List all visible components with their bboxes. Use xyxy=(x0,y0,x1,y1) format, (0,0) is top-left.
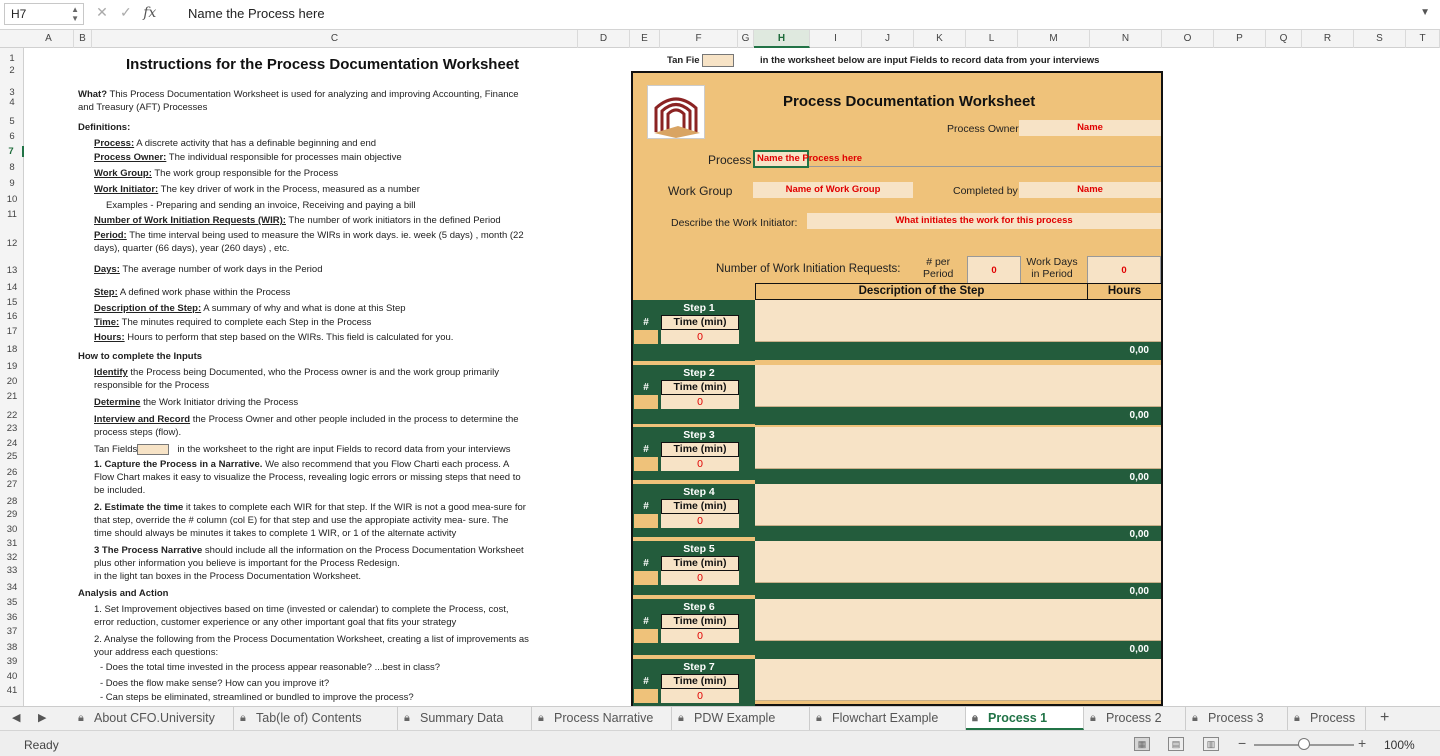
row-header-4[interactable]: 4 xyxy=(9,97,15,108)
def-text: The work group responsible for the Process xyxy=(151,168,339,179)
step-description-input[interactable] xyxy=(755,365,1161,407)
lock-icon: 🔒︎ xyxy=(1192,712,1198,724)
step-hours-total: 0,00 xyxy=(755,342,1161,360)
analysis-2-line-2: your address each questions: xyxy=(94,647,219,658)
per-period-label-1: # per xyxy=(926,256,951,268)
step-hours-total: 0,00 xyxy=(755,526,1161,544)
row-header-25[interactable]: 25 xyxy=(6,451,18,462)
capture-line-2: Flow Chart makes it easy to visualize the Process, revealing logic errors or missing steps that need to xyxy=(94,472,521,483)
row-header-20[interactable]: 20 xyxy=(6,376,18,387)
def-term: Number of Work Initiation Requests (WIR): xyxy=(94,215,286,226)
step-block xyxy=(633,599,1161,655)
zoom-level[interactable]: 100% xyxy=(1384,738,1415,752)
step-description-input[interactable] xyxy=(755,484,1161,526)
def-text: A defined work phase within the Process xyxy=(117,287,291,298)
step-hash-input[interactable] xyxy=(634,330,658,344)
tab-label: Process 2 xyxy=(1106,711,1162,725)
row-header-17[interactable]: 17 xyxy=(6,326,18,337)
row-header-38[interactable]: 38 xyxy=(6,642,18,653)
zoom-slider-thumb[interactable] xyxy=(1298,738,1310,750)
estimate-line-1 xyxy=(94,502,526,513)
insert-function-icon[interactable]: fx xyxy=(143,5,157,21)
row-header-12[interactable]: 12 xyxy=(6,238,18,249)
def-text: Hours to perform that step based on the WIRs. This field is calculated for you. xyxy=(124,332,454,343)
row-header-34[interactable]: 34 xyxy=(6,582,18,593)
column-header-d[interactable]: D xyxy=(578,30,630,48)
row-header-41[interactable]: 41 xyxy=(6,685,18,696)
column-header-i[interactable]: I xyxy=(810,30,862,48)
step-block xyxy=(633,659,1161,706)
step-description-input[interactable] xyxy=(755,300,1161,342)
step-description-input[interactable] xyxy=(755,541,1161,583)
identify-term: Identify xyxy=(94,367,128,378)
def-term: Work Initiator: xyxy=(94,184,159,195)
interview-text: the Process Owner and other people included in the process to determine the xyxy=(190,414,519,425)
step-hash-label: # xyxy=(634,316,658,330)
workgroup-input[interactable]: Name of Work Group xyxy=(753,182,913,198)
identify-line-2: responsible for the Process xyxy=(94,380,210,391)
tab-process-narrative[interactable] xyxy=(532,707,672,730)
what-label: What? xyxy=(78,89,108,100)
row-header-18[interactable]: 18 xyxy=(6,344,18,355)
completed-input[interactable]: Name xyxy=(1019,182,1161,198)
step-hash-input[interactable] xyxy=(634,571,658,585)
interview-term: Interview and Record xyxy=(94,414,191,425)
def-text: The number of work initiators in the defined Period xyxy=(285,215,501,226)
column-header-m[interactable]: M xyxy=(1018,30,1090,48)
tab-process-1[interactable] xyxy=(966,707,1084,730)
step-title: Step 5 xyxy=(683,543,715,555)
column-header-c[interactable]: C xyxy=(92,30,578,48)
workdays-label-1: Work Days xyxy=(1026,256,1078,268)
column-header-p[interactable]: P xyxy=(1214,30,1266,48)
lock-icon: 🔒︎ xyxy=(816,712,822,724)
row-header-35[interactable]: 35 xyxy=(6,597,18,608)
step-description-input[interactable] xyxy=(755,659,1161,701)
narrative-text: should include all the information on the Process Documentation Worksheet xyxy=(202,545,524,556)
def-text: The key driver of work in the Process, measured as a number xyxy=(158,184,420,195)
step-title: Step 4 xyxy=(683,486,715,498)
how-label: How to complete the Inputs xyxy=(78,351,203,362)
workdays-label xyxy=(1023,256,1081,280)
step-hours-total: 0,00 xyxy=(755,469,1161,487)
column-header-a[interactable]: A xyxy=(24,30,74,48)
step-time-input[interactable]: 0 xyxy=(661,514,739,528)
page-break-view-icon[interactable]: ▥ xyxy=(1203,737,1219,751)
step-hash-label: # xyxy=(634,443,658,457)
row-header-32[interactable]: 32 xyxy=(6,552,18,563)
def-term: Work Group: xyxy=(94,168,152,179)
zoom-in-button[interactable]: + xyxy=(1358,735,1367,751)
def-process xyxy=(94,138,376,149)
step-hours-total: 0,00 xyxy=(755,583,1161,601)
step-hash-label: # xyxy=(634,381,658,395)
name-box-value: H7 xyxy=(11,7,27,21)
tan-field-swatch xyxy=(137,444,169,455)
row-header-14[interactable]: 14 xyxy=(6,282,18,293)
estimate-line-3: time should always be minutes it takes to complete 1 WIR, or 1 of the alternate activity xyxy=(94,528,457,539)
step-block xyxy=(633,427,1161,483)
definitions-label: Definitions: xyxy=(78,122,131,133)
tab-scroll-right-icon[interactable]: ▶ xyxy=(38,712,47,724)
lock-icon: 🔒︎ xyxy=(78,712,84,724)
formula-input[interactable]: Name the Process here xyxy=(188,6,325,21)
what-text: This Process Documentation Worksheet is used for analyzing and improving Accounting, Finance xyxy=(109,89,519,100)
def-term: Days: xyxy=(94,264,120,275)
description-header: Description of the Step xyxy=(755,283,1087,300)
formula-bar xyxy=(0,0,1440,30)
row-header-10[interactable]: 10 xyxy=(6,194,18,205)
step-title: Step 2 xyxy=(683,367,715,379)
wir-label: Number of Work Initiation Requests: xyxy=(716,263,901,275)
instructions-title: Instructions for the Process Documentation Worksheet xyxy=(126,56,520,73)
lock-icon: 🔒︎ xyxy=(538,712,544,724)
step-time-header: Time (min) xyxy=(661,499,739,514)
row-header-8[interactable]: 8 xyxy=(9,162,15,173)
page-layout-view-icon[interactable]: ▤ xyxy=(1168,737,1184,751)
tab-process[interactable] xyxy=(1288,707,1366,730)
narrative-line-2: plus other information you believe is important for the Process Redesign. xyxy=(94,558,400,569)
def-term: Time: xyxy=(94,317,120,328)
row-header-29[interactable]: 29 xyxy=(6,509,18,520)
workdays-input[interactable]: 0 xyxy=(1087,256,1161,284)
column-header-j[interactable]: J xyxy=(862,30,914,48)
step-description-input[interactable] xyxy=(755,427,1161,469)
tab-scroll-left-icon[interactable]: ◀ xyxy=(12,712,21,724)
capture-line-1 xyxy=(94,459,509,470)
row-header-9[interactable]: 9 xyxy=(9,178,15,189)
step-hash-label: # xyxy=(634,500,658,514)
row-header-16[interactable]: 16 xyxy=(6,311,18,322)
step-hash-input[interactable] xyxy=(634,514,658,528)
step-time-input[interactable]: 0 xyxy=(661,689,739,703)
per-period-input[interactable]: 0 xyxy=(967,256,1021,284)
step-time-input[interactable]: 0 xyxy=(661,571,739,585)
step-time-header: Time (min) xyxy=(661,556,739,571)
step-block xyxy=(633,541,1161,595)
step-hours-total: 0,00 xyxy=(755,407,1161,425)
estimate-text: it takes to complete each WIR for that step. If the WIR is not a good mea-sure for xyxy=(183,502,526,513)
add-sheet-button[interactable]: + xyxy=(1380,709,1390,726)
step-time-input[interactable]: 0 xyxy=(661,629,739,643)
def-text: A summary of why and what is done at this Step xyxy=(201,303,406,314)
process-label: Process xyxy=(708,153,752,167)
analysis-2-line-1: 2. Analyse the following from the Process Documentation Worksheet, creating a list of improvements as xyxy=(94,634,529,645)
analysis-1-line-1: 1. Set Improvement objectives based on time (invested or calendar) to complete the Process, cost, xyxy=(94,604,509,615)
def-text: The minutes required to complete each Step in the Process xyxy=(119,317,372,328)
column-header-k[interactable]: K xyxy=(914,30,966,48)
per-period-label-2: Period xyxy=(923,268,954,280)
lock-icon: 🔒︎ xyxy=(678,712,684,724)
row-header-36[interactable]: 36 xyxy=(6,612,18,623)
column-header-o[interactable]: O xyxy=(1162,30,1214,48)
tab-pdw-example[interactable] xyxy=(672,707,810,730)
step-time-header: Time (min) xyxy=(661,614,739,629)
interview-line-2: process steps (flow). xyxy=(94,427,182,438)
step-hash-label: # xyxy=(634,675,658,689)
chevron-down-icon[interactable]: ▼ xyxy=(1420,7,1430,18)
row-header-21[interactable]: 21 xyxy=(6,391,18,402)
process-input-value: Name the Process here xyxy=(757,153,863,164)
name-box-stepper-icon[interactable]: ▲ ▼ xyxy=(71,5,79,23)
analysis-1-line-2: error reduction, customer experience or any other important goal that fits your strategy xyxy=(94,617,457,628)
row-header-19[interactable]: 19 xyxy=(6,361,18,372)
row-header-22[interactable]: 22 xyxy=(6,410,18,421)
tab-summary-data[interactable] xyxy=(398,707,532,730)
def-term: Step: xyxy=(94,287,118,298)
lock-icon: 🔒︎ xyxy=(240,712,246,724)
column-header-g[interactable]: G xyxy=(738,30,754,48)
def-text: The individual responsible for processes main objective xyxy=(166,152,402,163)
process-input[interactable] xyxy=(753,150,863,168)
row-header-30[interactable]: 30 xyxy=(6,524,18,535)
per-period-label xyxy=(923,256,953,280)
row-header-40[interactable]: 40 xyxy=(6,671,18,682)
row-header-3[interactable]: 3 xyxy=(9,87,15,98)
tan-fields-label: Tan Fields xyxy=(94,444,138,456)
step-hash-input[interactable] xyxy=(634,395,658,409)
tab-label: Process 1 xyxy=(988,711,1048,725)
lock-icon: 🔒︎ xyxy=(404,712,410,724)
column-header-r[interactable]: R xyxy=(1302,30,1354,48)
step-time-input[interactable]: 0 xyxy=(661,457,739,471)
initiator-label: Describe the Work Initiator: xyxy=(671,217,798,229)
capture-line-3: be included. xyxy=(94,485,146,496)
analysis-label: Analysis and Action xyxy=(78,588,169,599)
tab-process-3[interactable] xyxy=(1186,707,1288,730)
estimate-line-2: that step, override the # column (col E) for that step and use the appropiate activity mea- sure. The xyxy=(94,515,509,526)
column-header-q[interactable]: Q xyxy=(1266,30,1302,48)
step-hash-label: # xyxy=(634,557,658,571)
step-block xyxy=(633,365,1161,424)
tan-field-label: Tan Fie xyxy=(667,55,700,66)
determine-term: Determine xyxy=(94,397,141,408)
step-time-header: Time (min) xyxy=(661,674,739,689)
column-header-n[interactable]: N xyxy=(1090,30,1162,48)
step-title: Step 3 xyxy=(683,429,715,441)
determine-line xyxy=(94,397,298,408)
tab-label: Process Narrative xyxy=(554,711,654,725)
what-line-1 xyxy=(78,89,519,100)
def-process-owner xyxy=(94,152,402,163)
column-header-e[interactable]: E xyxy=(630,30,660,48)
row-header-13[interactable]: 13 xyxy=(6,265,18,276)
def-work-group xyxy=(94,168,338,179)
tab-label: About CFO.University xyxy=(94,711,215,725)
row-header-37[interactable]: 37 xyxy=(6,626,18,637)
question-1: - Does the total time invested in the process appear reasonable? ...best in class? xyxy=(100,662,441,673)
row-header-31[interactable]: 31 xyxy=(6,538,18,549)
row-header-6[interactable]: 6 xyxy=(9,131,15,142)
hours-header: Hours xyxy=(1087,283,1161,300)
row-header-1[interactable]: 1 xyxy=(9,53,15,64)
question-2: - Does the flow make sense? How can you improve it? xyxy=(100,678,330,689)
zoom-out-button[interactable]: − xyxy=(1238,735,1247,751)
row-header-27[interactable]: 27 xyxy=(6,479,18,490)
def-term: Process Owner: xyxy=(94,152,167,163)
step-time-header: Time (min) xyxy=(661,380,739,395)
step-hash-label: # xyxy=(634,615,658,629)
def-period-line-2: days), quarter (66 days), year (260 days) , etc. xyxy=(94,243,290,254)
def-term: Description of the Step: xyxy=(94,303,202,314)
def-hours xyxy=(94,332,453,343)
narrative-line-1 xyxy=(94,545,524,556)
column-header-l[interactable]: L xyxy=(966,30,1018,48)
lock-icon: 🔒︎ xyxy=(972,712,978,724)
status-bar xyxy=(0,730,1440,756)
step-block xyxy=(633,300,1161,361)
name-box[interactable] xyxy=(4,3,84,25)
def-time xyxy=(94,317,371,328)
def-text: The time interval being used to measure the WIRs in work days. ie. week (5 days) , month (22 xyxy=(126,230,524,241)
def-period xyxy=(94,230,524,241)
interview-line-1 xyxy=(94,414,519,425)
step-title: Step 6 xyxy=(683,601,715,613)
column-header-h[interactable]: H xyxy=(754,30,810,48)
row-header-11[interactable]: 11 xyxy=(7,209,17,220)
process-documentation-worksheet xyxy=(631,71,1163,706)
cancel-icon[interactable]: ✕ xyxy=(96,4,108,20)
workdays-label-2: in Period xyxy=(1031,268,1073,280)
narrative-line-3: in the light tan boxes in the Process Documentation Worksheet. xyxy=(94,571,362,582)
step-description-input[interactable] xyxy=(755,599,1161,641)
step-title: Step 1 xyxy=(683,302,715,314)
row-header xyxy=(0,48,24,706)
top-hint: in the worksheet below are input Fields to record data from your interviews xyxy=(760,55,1100,66)
row-header-28[interactable]: 28 xyxy=(6,496,18,507)
tab-label: Process xyxy=(1310,711,1356,725)
arch-logo-icon xyxy=(647,85,705,139)
what-line-2: and Treasury (AFT) Processes xyxy=(78,102,208,113)
step-title: Step 7 xyxy=(683,661,715,673)
step-time-header: Time (min) xyxy=(661,442,739,457)
row-header-24[interactable]: 24 xyxy=(6,438,18,449)
determine-text: the Work Initiator driving the Process xyxy=(140,397,299,408)
owner-label: Process Owner xyxy=(947,123,1019,135)
initiator-input[interactable]: What initiates the work for this process xyxy=(807,213,1161,229)
step-hash-input[interactable] xyxy=(634,457,658,471)
workgroup-label: Work Group xyxy=(668,184,733,198)
capture-text: We also recommend that you Flow Charti each process. A xyxy=(262,459,510,470)
status-text: Ready xyxy=(24,738,59,752)
question-3: - Can steps be eliminated, streamlined or bundled to improve the process? xyxy=(100,692,414,703)
step-hours-total: 0,00 xyxy=(755,641,1161,659)
row-header-7[interactable]: 7 xyxy=(0,146,24,157)
step-time-header: Time (min) xyxy=(661,315,739,330)
tab-label: Process 3 xyxy=(1208,711,1264,725)
estimate-bold: 2. Estimate the time xyxy=(94,502,184,513)
row-header-23[interactable]: 23 xyxy=(6,423,18,434)
step-hash-input[interactable] xyxy=(634,689,658,703)
row-header-26[interactable]: 26 xyxy=(6,467,18,478)
row-header-39[interactable]: 39 xyxy=(6,656,18,667)
lock-icon: 🔒︎ xyxy=(1294,712,1300,724)
column-header-t[interactable]: T xyxy=(1406,30,1440,48)
row-header-5[interactable]: 5 xyxy=(9,116,15,127)
tab-label: Tab(le of) Contents xyxy=(256,711,362,725)
def-examples: Examples - Preparing and sending an invoice, Receiving and paying a bill xyxy=(106,200,416,211)
narrative-bold: 3 The Process Narrative xyxy=(94,545,203,556)
def-term: Period: xyxy=(94,230,127,241)
tan-fields-line xyxy=(94,444,511,455)
tab-label: Summary Data xyxy=(420,711,504,725)
sheet-tab-bar xyxy=(0,706,1440,730)
def-days xyxy=(94,264,322,275)
tab-label: PDW Example xyxy=(694,711,776,725)
normal-view-icon[interactable]: ▦ xyxy=(1134,737,1150,751)
step-time-input[interactable]: 0 xyxy=(661,330,739,344)
identify-line-1 xyxy=(94,367,499,378)
sheet-grid[interactable] xyxy=(24,48,1440,706)
tan-fields-text: in the worksheet to the right are input Fields to record data from your interviews xyxy=(177,444,511,456)
step-time-input[interactable]: 0 xyxy=(661,395,739,409)
capture-bold: 1. Capture the Process in a Narrative. xyxy=(94,459,263,470)
enter-icon[interactable]: ✓ xyxy=(120,4,132,20)
tan-field-swatch-top xyxy=(702,54,734,67)
lock-icon: 🔒︎ xyxy=(1090,712,1096,724)
column-header-f[interactable]: F xyxy=(660,30,738,48)
column-header xyxy=(0,30,1440,48)
worksheet-title: Process Documentation Worksheet xyxy=(783,93,1036,110)
tab-label: Flowchart Example xyxy=(832,711,939,725)
def-step xyxy=(94,287,290,298)
row-header-2[interactable]: 2 xyxy=(9,65,15,76)
completed-label: Completed by xyxy=(953,185,1018,197)
def-text: A discrete activity that has a definable beginning and end xyxy=(134,138,377,149)
def-text: The average number of work days in the Period xyxy=(119,264,323,275)
owner-input[interactable]: Name xyxy=(1019,120,1161,136)
tab-flowchart-example[interactable] xyxy=(810,707,966,730)
tab-about-cfo-university[interactable] xyxy=(72,707,234,730)
def-work-initiator xyxy=(94,184,420,195)
column-header-s[interactable]: S xyxy=(1354,30,1406,48)
def-term: Hours: xyxy=(94,332,125,343)
step-block xyxy=(633,484,1161,540)
row-header-33[interactable]: 33 xyxy=(6,565,18,576)
def-term: Process: xyxy=(94,138,135,149)
def-wir xyxy=(94,215,501,226)
column-header-b[interactable]: B xyxy=(74,30,92,48)
def-description xyxy=(94,303,406,314)
identify-text: the Process being Documented, who the Process owner is and the work group primarily xyxy=(127,367,499,378)
step-hash-input[interactable] xyxy=(634,629,658,643)
tab-tab-le-of-contents[interactable] xyxy=(234,707,398,730)
tab-process-2[interactable] xyxy=(1084,707,1186,730)
row-header-15[interactable]: 15 xyxy=(6,297,18,308)
